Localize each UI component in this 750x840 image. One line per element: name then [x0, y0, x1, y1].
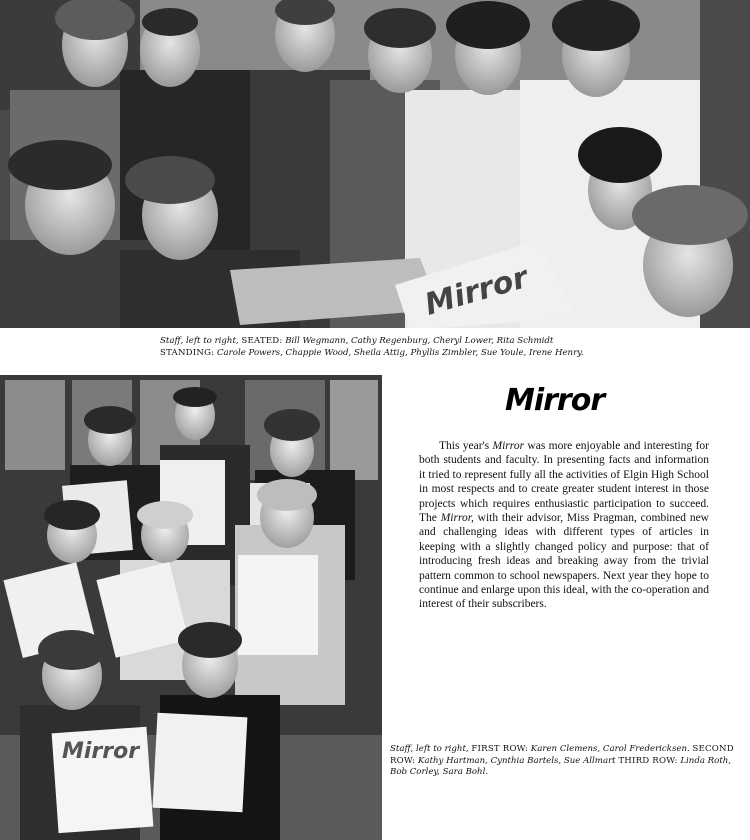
- section-title: Mirror: [505, 383, 605, 418]
- top-photo-caption: [160, 336, 600, 359]
- body-italic-1: Mirror: [492, 440, 525, 452]
- bottom-caption-lead: Staff, left to right,: [390, 744, 472, 754]
- bottom-masthead-text: Mirror: [62, 739, 140, 764]
- bottom-photo-caption: [390, 744, 745, 779]
- third-row-label: THIRD ROW:: [618, 755, 678, 766]
- bottom-photo-art: [0, 375, 382, 840]
- body-part-1: This year's: [439, 440, 493, 452]
- top-photo-art: [0, 0, 750, 328]
- first-row-names: Karen Clemens, Carol Fredericksen.: [528, 744, 693, 754]
- first-row-label: FIRST ROW:: [471, 744, 529, 754]
- second-row-names: Kathy Hartman, Cynthia Bartels, Sue Allmart: [415, 755, 619, 766]
- second-row-label: SECOND ROW:: [390, 744, 734, 766]
- standing-names: Carole Powers, Chappie Wood, Sheila Attig, Phyllis Zimbler, Sue Youle, Irene Henry.: [214, 347, 584, 358]
- body-part-2: was more enjoyable and interesting for both students and faculty. In presenting facts and information it tried to represent fully all the activities of Elgin High School in most respects and to create greater student interest in those projects which requires enthusiastic participation to succeed. The: [419, 440, 709, 525]
- standing-label: STANDING:: [160, 347, 215, 358]
- top-masthead-text: Mirror: [421, 260, 532, 323]
- top-staff-photo: [0, 0, 750, 328]
- bottom-staff-photo: [0, 375, 382, 840]
- body-italic-2: Mirror,: [440, 512, 474, 525]
- top-caption-lead: Staff, left to right,: [160, 336, 242, 346]
- seated-label: SEATED:: [241, 336, 283, 346]
- seated-names: Bill Wegmann, Cathy Regenburg, Cheryl Lower, Rita Schmidt: [282, 336, 554, 346]
- section-body: [419, 439, 709, 612]
- body-part-3: with their advisor, Miss Pragman, combined new and challenging ideas with different types of articles in keeping with a slightly changed policy and purpose: that of introducing fresh ideas and breaking away from the trivial pattern common to school newspapers. Next year they hope to continue and enlarge upon this ideal, with the co-operation and interest of their subscribers.: [419, 512, 709, 611]
- third-row-names: Linda Roth, Bob Corley, Sara Bohl.: [390, 755, 732, 777]
